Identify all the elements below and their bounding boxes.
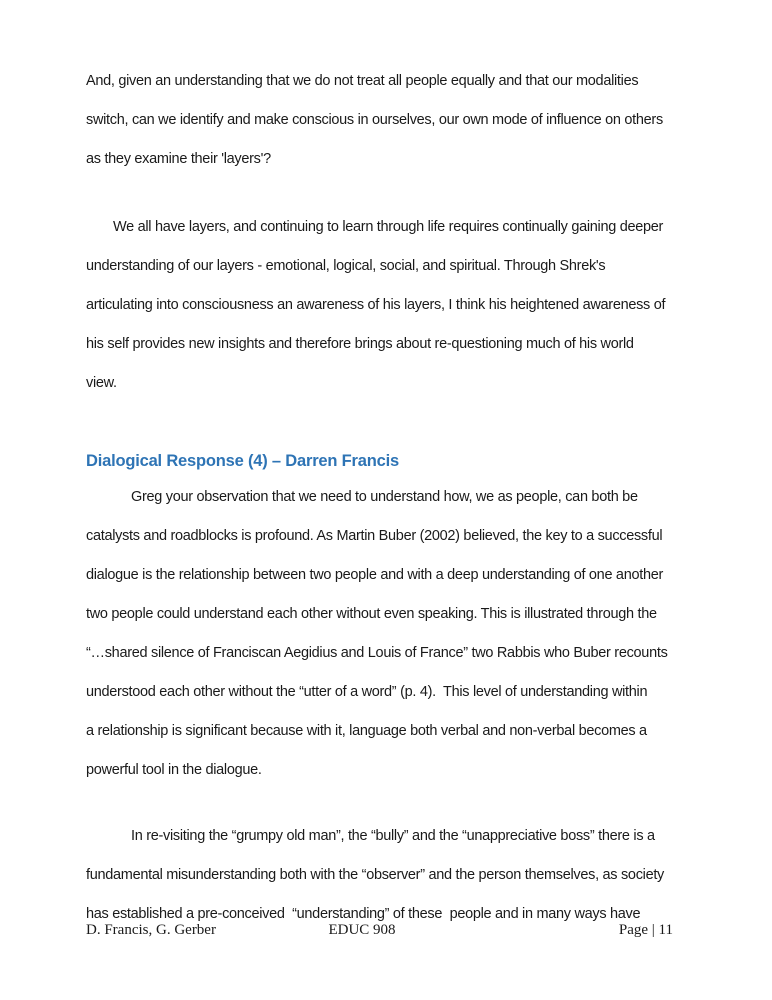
paragraph-line: his self provides new insights and therefore brings about re-questioning much of his world — [86, 336, 634, 352]
paragraph — [86, 62, 680, 179]
footer-authors: D. Francis, G. Gerber — [86, 922, 216, 938]
paragraph — [86, 208, 680, 403]
paragraph-line: a relationship is significant because with it, language both verbal and non-verbal becomes a — [86, 723, 647, 739]
paragraph-line: switch, can we identify and make conscious in ourselves, our own mode of influence on others — [86, 112, 663, 128]
document-body — [86, 0, 680, 934]
paragraph-line: We all have layers, and continuing to learn through life requires continually gaining deeper — [113, 219, 664, 235]
paragraph-line: In re-visiting the “grumpy old man”, the “bully” and the “unappreciative boss” there is a — [131, 828, 655, 844]
paragraph-line: articulating into consciousness an awareness of his layers, I think his heightened awareness of — [86, 297, 666, 313]
paragraph-line: “…shared silence of Franciscan Aegidius and Louis of France” two Rabbis who Buber recounts — [86, 645, 668, 661]
footer-page-number: Page | 11 — [618, 922, 673, 938]
section-heading: Dialogical Response (4) – Darren Francis — [86, 452, 399, 470]
paragraph — [86, 817, 680, 934]
paragraph — [86, 478, 680, 790]
page-footer — [0, 918, 772, 942]
paragraph-line: two people could understand each other without even speaking. This is illustrated through the — [86, 606, 657, 622]
paragraph-line: catalysts and roadblocks is profound. As Martin Buber (2002) believed, the key to a successful — [86, 528, 663, 544]
paragraph-line: dialogue is the relationship between two people and with a deep understanding of one another — [86, 567, 664, 583]
paragraph-line: powerful tool in the dialogue. — [86, 762, 262, 778]
paragraph-line: And, given an understanding that we do not treat all people equally and that our modalities — [86, 73, 639, 89]
paragraph-line: Greg your observation that we need to understand how, we as people, can both be — [131, 489, 638, 505]
paragraph-line: understanding of our layers - emotional, logical, social, and spiritual. Through Shrek's — [86, 258, 606, 274]
paragraph-line: view. — [86, 375, 117, 391]
footer-course-code: EDUC 908 — [328, 922, 396, 938]
paragraph-line: has established a pre-conceived “understanding” of these people and in many ways have — [86, 906, 641, 922]
paragraph-line: fundamental misunderstanding both with the “observer” and the person themselves, as society — [86, 867, 665, 883]
paragraph-line: as they examine their 'layers'? — [86, 151, 271, 167]
paragraph-line: understood each other without the “utter of a word” (p. 4). This level of understanding within — [86, 684, 648, 700]
